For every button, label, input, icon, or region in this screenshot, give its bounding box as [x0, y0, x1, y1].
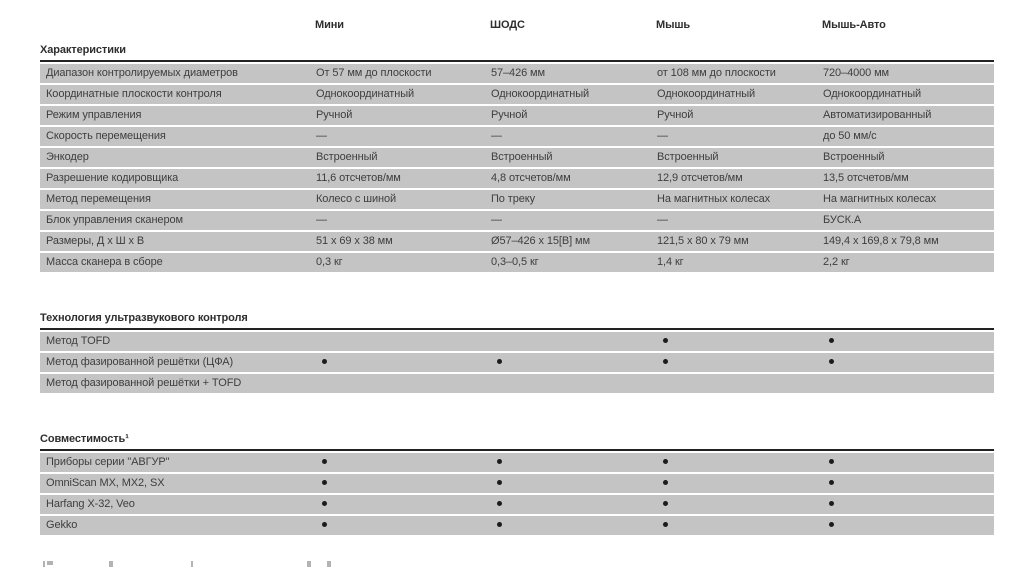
table-row [40, 332, 994, 351]
row-value: 4,8 отсчетов/мм [491, 172, 571, 184]
table-row [40, 127, 994, 146]
bullet-dot-icon [497, 501, 502, 506]
bullet-cell [656, 474, 822, 493]
section-ultrasonic-technology [40, 312, 994, 393]
row-value: 57–426 мм [491, 67, 545, 79]
row-value: Однокоординатный [491, 88, 590, 100]
row-value: 1,4 кг [657, 256, 684, 268]
row-value: Однокоординатный [823, 88, 922, 100]
row-label: Gekko [46, 519, 78, 531]
row-label: Метод фазированной решётки + TOFD [46, 377, 242, 389]
bullet-cell [656, 516, 822, 535]
bullet-dot-icon [497, 459, 502, 464]
bullet-dot-icon [663, 459, 668, 464]
bullet-dot-icon [497, 480, 502, 485]
bullet-dot-icon [663, 359, 668, 364]
bullet-cell [490, 516, 656, 535]
row-value: — [316, 214, 327, 226]
row-label: Координатные плоскости контроля [46, 88, 222, 100]
row-value: до 50 мм/с [823, 130, 877, 142]
row-value: Встроенный [823, 151, 885, 163]
bullet-cell [656, 495, 822, 514]
bullet-dot-icon [663, 501, 668, 506]
bullet-cell [490, 495, 656, 514]
bullet-dot-icon [322, 459, 327, 464]
table-row [40, 148, 994, 167]
bullet-cell [656, 453, 822, 472]
bullet-cell [490, 353, 656, 372]
row-value: 149,4 x 169,8 x 79,8 мм [823, 235, 939, 247]
bullet-dot-icon [322, 501, 327, 506]
bullet-cell [315, 495, 490, 514]
bullet-cell [656, 332, 822, 351]
table-row [40, 211, 994, 230]
bullet-cell [490, 453, 656, 472]
bullet-cell [315, 516, 490, 535]
bullet-dot-icon [497, 359, 502, 364]
row-value: Ø57–426 x 15[В] мм [491, 235, 590, 247]
row-label: Метод перемещения [46, 193, 151, 205]
bullet-cell [822, 495, 994, 514]
spec-table [40, 19, 994, 535]
row-label: Блок управления сканером [46, 214, 183, 226]
row-value: — [316, 130, 327, 142]
table-row [40, 190, 994, 209]
section-title: Совместимость¹ [40, 433, 994, 451]
footnote-clipped-text [43, 561, 363, 567]
row-value: От 57 мм до плоскости [316, 67, 432, 79]
section-rows [40, 64, 994, 272]
bullet-dot-icon [322, 480, 327, 485]
bullet-dot-icon [829, 522, 834, 527]
bullet-dot-icon [829, 459, 834, 464]
bullet-cell [822, 474, 994, 493]
bullet-dot-icon [497, 522, 502, 527]
bullet-cell [315, 474, 490, 493]
table-row [40, 516, 994, 535]
row-value: Встроенный [316, 151, 378, 163]
bullet-cell [490, 474, 656, 493]
table-row [40, 64, 994, 83]
bullet-dot-icon [663, 480, 668, 485]
row-value: — [657, 130, 668, 142]
row-label: OmniScan MX, MX2, SX [46, 477, 165, 489]
table-row [40, 169, 994, 188]
table-row [40, 453, 994, 472]
row-label: Harfang X-32, Veo [46, 498, 135, 510]
row-value: — [491, 214, 502, 226]
row-value: 0,3–0,5 кг [491, 256, 539, 268]
section-characteristics [40, 44, 994, 272]
bullet-dot-icon [829, 359, 834, 364]
row-value: 51 x 69 x 38 мм [316, 235, 393, 247]
row-value: — [491, 130, 502, 142]
bullet-cell [822, 332, 994, 351]
table-row [40, 85, 994, 104]
row-value: 13,5 отсчетов/мм [823, 172, 909, 184]
row-label: Скорость перемещения [46, 130, 166, 142]
row-label: Масса сканера в сборе [46, 256, 163, 268]
table-row [40, 106, 994, 125]
bullet-cell [315, 453, 490, 472]
row-label: Диапазон контролируемых диаметров [46, 67, 238, 79]
table-row [40, 232, 994, 251]
bullet-dot-icon [829, 501, 834, 506]
table-row [40, 353, 994, 372]
row-value: На магнитных колесах [657, 193, 771, 205]
row-value: Встроенный [657, 151, 719, 163]
row-value: Ручной [316, 109, 353, 121]
row-value: Однокоординатный [316, 88, 415, 100]
bullet-cell [822, 516, 994, 535]
bullet-dot-icon [663, 522, 668, 527]
row-label: Разрешение кодировщика [46, 172, 179, 184]
column-header-shods: ШОДС [490, 19, 525, 31]
bullet-dot-icon [829, 338, 834, 343]
table-row [40, 474, 994, 493]
section-compatibility [40, 433, 994, 535]
column-header-mini: Мини [315, 19, 344, 31]
column-header-mysh: Мышь [656, 19, 691, 31]
row-label: Метод TOFD [46, 335, 111, 347]
row-value: 121,5 x 80 x 79 мм [657, 235, 749, 247]
row-value: Автоматизированный [823, 109, 932, 121]
row-value: Ручной [657, 109, 694, 121]
bullet-dot-icon [663, 338, 668, 343]
row-label: Размеры, Д х Ш х В [46, 235, 145, 247]
row-value: 720–4000 мм [823, 67, 890, 79]
bullet-cell [822, 453, 994, 472]
section-title: Характеристики [40, 44, 994, 62]
section-rows [40, 453, 994, 535]
bullet-dot-icon [322, 522, 327, 527]
bullet-dot-icon [322, 359, 327, 364]
bullet-cell [656, 353, 822, 372]
section-title: Технология ультразвукового контроля [40, 312, 994, 330]
row-label: Режим управления [46, 109, 142, 121]
table-row [40, 253, 994, 272]
row-value: 12,9 отсчетов/мм [657, 172, 743, 184]
row-value: БУСК.А [823, 214, 862, 226]
bullet-dot-icon [829, 480, 834, 485]
row-value: На магнитных колесах [823, 193, 937, 205]
row-value: Однокоординатный [657, 88, 756, 100]
column-header-mysh-avto: Мышь-Авто [822, 19, 886, 31]
row-label: Приборы серии "АВГУР" [46, 456, 170, 468]
row-value: 0,3 кг [316, 256, 343, 268]
row-value: Встроенный [491, 151, 553, 163]
table-row [40, 495, 994, 514]
row-value: от 108 мм до плоскости [657, 67, 776, 79]
row-label: Метод фазированной решётки (ЦФА) [46, 356, 234, 368]
row-value: Колесо с шиной [316, 193, 397, 205]
column-header-row [40, 19, 994, 31]
section-rows [40, 332, 994, 393]
table-row [40, 374, 994, 393]
row-value: По треку [491, 193, 535, 205]
row-label: Энкодер [46, 151, 89, 163]
row-value: 2,2 кг [823, 256, 850, 268]
row-value: 11,6 отсчетов/мм [316, 172, 401, 184]
bullet-cell [315, 353, 490, 372]
row-value: Ручной [491, 109, 528, 121]
bullet-cell [822, 353, 994, 372]
row-value: — [657, 214, 668, 226]
